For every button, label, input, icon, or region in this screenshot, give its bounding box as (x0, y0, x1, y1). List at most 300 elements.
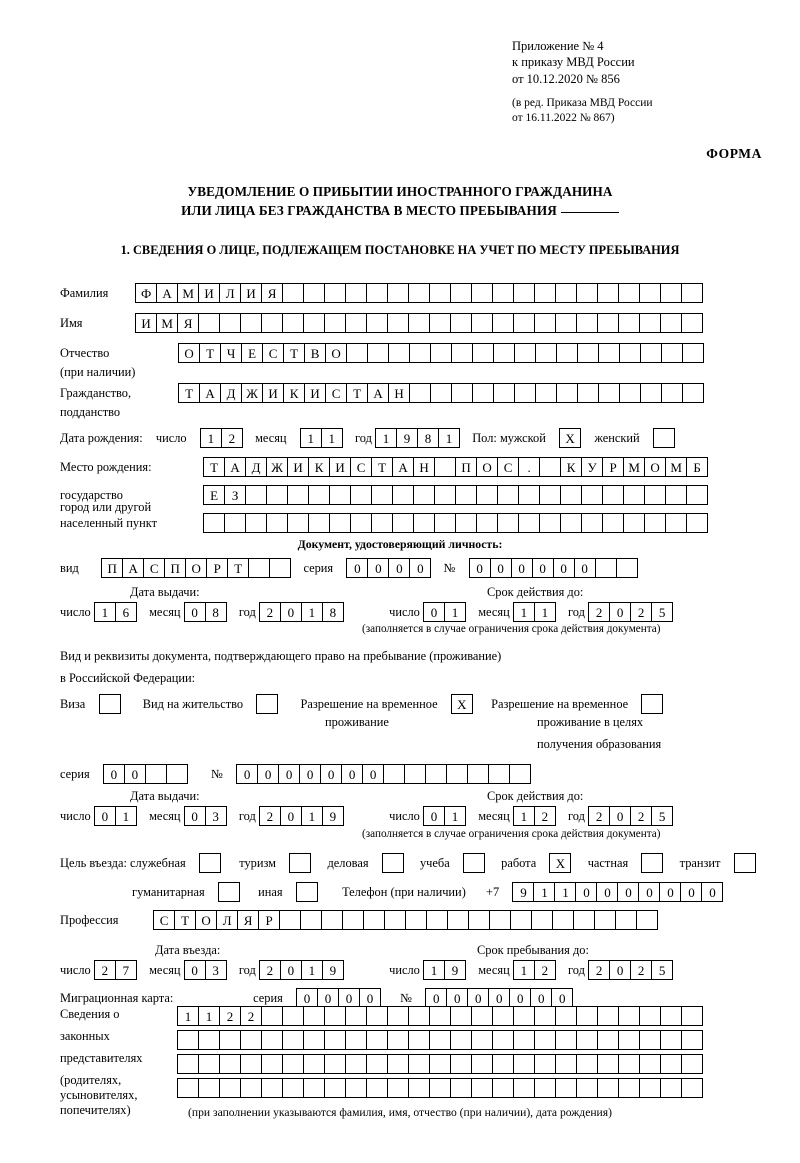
birth-settlement-cell[interactable] (350, 513, 372, 533)
surname-cell[interactable]: М (177, 283, 199, 303)
profession-cell[interactable] (363, 910, 385, 930)
birth-settlement-cell[interactable] (413, 513, 435, 533)
patronymic-cell[interactable]: Ч (220, 343, 242, 363)
birth-state-cell[interactable] (266, 485, 288, 505)
legal-rep-cell[interactable] (576, 1078, 598, 1098)
birth-year-cell[interactable]: 9 (396, 428, 418, 448)
doc-series-cell[interactable]: 0 (388, 558, 410, 578)
profession-cell[interactable] (489, 910, 511, 930)
legal-rep-cell[interactable] (618, 1078, 640, 1098)
citizenship-cell[interactable]: Н (388, 383, 410, 403)
birth-day-cell[interactable]: 1 (200, 428, 222, 448)
surname-cell[interactable] (429, 283, 451, 303)
profession-cell[interactable] (300, 910, 322, 930)
stay-day-cell[interactable]: 9 (444, 960, 466, 980)
phone-cell[interactable]: 0 (680, 882, 702, 902)
legal-rep-cell[interactable] (303, 1054, 325, 1074)
entry-year-cell[interactable]: 2 (259, 960, 281, 980)
legal-rep-cell[interactable] (345, 1078, 367, 1098)
name-cell[interactable] (576, 313, 598, 333)
doc-valid-month-cell[interactable]: 1 (513, 602, 535, 622)
name-cell[interactable] (261, 313, 283, 333)
doc-valid-month-cells[interactable] (513, 602, 555, 622)
purpose-business-checkbox[interactable] (382, 853, 404, 873)
doc-series-cell[interactable]: 0 (367, 558, 389, 578)
legal-rep-cell[interactable] (576, 1006, 598, 1026)
birth-settlement-cell[interactable] (497, 513, 519, 533)
permit-issue-year-cell[interactable]: 1 (301, 806, 323, 826)
birth-settlement-cell[interactable] (455, 513, 477, 533)
entry-year-cells[interactable] (259, 960, 343, 980)
citizenship-cell[interactable] (640, 383, 662, 403)
birth-state-cell[interactable] (665, 485, 687, 505)
surname-cell[interactable] (282, 283, 304, 303)
doc-kind-cell[interactable]: П (101, 558, 123, 578)
doc-series-cells[interactable] (346, 558, 430, 578)
migration-series-cell[interactable]: 0 (296, 988, 318, 1008)
doc-valid-day-cells[interactable] (423, 602, 465, 622)
patronymic-cell[interactable] (640, 343, 662, 363)
birth-place-cell[interactable]: . (518, 457, 540, 477)
citizenship-cell[interactable] (409, 383, 431, 403)
birth-state-cell[interactable] (644, 485, 666, 505)
phone-cell[interactable]: 0 (596, 882, 618, 902)
doc-issue-month-cell[interactable]: 0 (184, 602, 206, 622)
legal-rep-cell[interactable] (408, 1078, 430, 1098)
legal-rep-cell[interactable] (639, 1030, 661, 1050)
phone-cell[interactable]: 0 (575, 882, 597, 902)
profession-cell[interactable]: Р (258, 910, 280, 930)
legal-rep-cell[interactable] (261, 1006, 283, 1026)
surname-cell[interactable]: И (240, 283, 262, 303)
legal-rep-cell[interactable] (534, 1030, 556, 1050)
birth-place-cell[interactable] (434, 457, 456, 477)
residence-permit-checkbox[interactable] (256, 694, 278, 714)
permit-valid-day-cells[interactable] (423, 806, 465, 826)
legal-rep-cell[interactable] (660, 1030, 682, 1050)
patronymic-cell[interactable] (409, 343, 431, 363)
profession-cell[interactable] (384, 910, 406, 930)
legal-rep-cell[interactable] (198, 1054, 220, 1074)
citizenship-cell[interactable] (451, 383, 473, 403)
profession-cell[interactable] (552, 910, 574, 930)
legal-rep-cell[interactable] (492, 1054, 514, 1074)
birth-month-cells[interactable] (300, 428, 342, 448)
legal-rep-cell[interactable] (555, 1054, 577, 1074)
name-cell[interactable] (240, 313, 262, 333)
name-cell[interactable]: Я (177, 313, 199, 333)
name-cell[interactable] (534, 313, 556, 333)
legal-rep-cell[interactable] (408, 1006, 430, 1026)
permit-number-cell[interactable] (488, 764, 510, 784)
birth-place-cell[interactable]: Р (602, 457, 624, 477)
permit-issue-month-cell[interactable]: 3 (205, 806, 227, 826)
legal-rep-cell[interactable] (324, 1078, 346, 1098)
legal-rep-cell[interactable] (177, 1078, 199, 1098)
doc-number-cell[interactable]: 0 (511, 558, 533, 578)
permit-number-cell[interactable]: 0 (278, 764, 300, 784)
profession-cell[interactable] (405, 910, 427, 930)
legal-rep-cell[interactable] (261, 1030, 283, 1050)
doc-issue-day-cell[interactable]: 6 (115, 602, 137, 622)
birth-place-cell[interactable]: Н (413, 457, 435, 477)
surname-cell[interactable] (408, 283, 430, 303)
birth-state-cell[interactable] (497, 485, 519, 505)
migration-number-cell[interactable]: 0 (467, 988, 489, 1008)
birth-settlement-cell[interactable] (287, 513, 309, 533)
permit-series-cell[interactable] (166, 764, 188, 784)
surname-cell[interactable] (324, 283, 346, 303)
visa-checkbox[interactable] (99, 694, 121, 714)
legal-rep-cell[interactable] (471, 1030, 493, 1050)
legal-rep-cell[interactable] (177, 1030, 199, 1050)
permit-valid-month-cells[interactable] (513, 806, 555, 826)
permit-series-cell[interactable] (145, 764, 167, 784)
surname-cell[interactable] (597, 283, 619, 303)
profession-cell[interactable] (468, 910, 490, 930)
surname-cell[interactable] (471, 283, 493, 303)
legal-rep-cell[interactable] (597, 1030, 619, 1050)
legal-rep-cell[interactable] (681, 1030, 703, 1050)
permit-number-cells[interactable] (236, 764, 530, 784)
legal-rep-cell[interactable] (471, 1078, 493, 1098)
migration-series-cells[interactable] (296, 988, 380, 1008)
legal-rep-cell[interactable] (429, 1030, 451, 1050)
legal-rep-cell[interactable] (282, 1078, 304, 1098)
permit-valid-year-cell[interactable]: 2 (630, 806, 652, 826)
patronymic-cell[interactable]: Е (241, 343, 263, 363)
surname-cell[interactable] (366, 283, 388, 303)
migration-number-cell[interactable]: 0 (446, 988, 468, 1008)
birth-month-cell[interactable]: 1 (300, 428, 322, 448)
legal-rep-cells-row1[interactable] (177, 1006, 702, 1026)
purpose-private-checkbox[interactable] (641, 853, 663, 873)
birth-year-cell[interactable]: 1 (375, 428, 397, 448)
doc-kind-cell[interactable]: А (122, 558, 144, 578)
legal-rep-cell[interactable] (450, 1030, 472, 1050)
legal-rep-cell[interactable] (177, 1054, 199, 1074)
permit-issue-year-cell[interactable]: 0 (280, 806, 302, 826)
permit-series-cell[interactable]: 0 (103, 764, 125, 784)
legal-rep-cell[interactable] (450, 1006, 472, 1026)
doc-issue-month-cells[interactable] (184, 602, 226, 622)
birth-settlement-cell[interactable] (476, 513, 498, 533)
legal-rep-cell[interactable] (366, 1030, 388, 1050)
profession-cell[interactable] (531, 910, 553, 930)
birth-year-cell[interactable]: 8 (417, 428, 439, 448)
patronymic-cell[interactable]: В (304, 343, 326, 363)
doc-issue-year-cell[interactable]: 1 (301, 602, 323, 622)
doc-issue-year-cell[interactable]: 2 (259, 602, 281, 622)
permit-valid-month-cell[interactable]: 1 (513, 806, 535, 826)
permit-number-cell[interactable] (383, 764, 405, 784)
legal-rep-cell[interactable] (219, 1030, 241, 1050)
legal-rep-cell[interactable] (492, 1078, 514, 1098)
legal-rep-cell[interactable] (429, 1078, 451, 1098)
legal-rep-cell[interactable] (555, 1078, 577, 1098)
surname-cell[interactable] (513, 283, 535, 303)
birth-year-cell[interactable]: 1 (438, 428, 460, 448)
birth-place-cell[interactable]: Т (371, 457, 393, 477)
permit-number-cell[interactable]: 0 (320, 764, 342, 784)
permit-valid-year-cell[interactable]: 5 (651, 806, 673, 826)
legal-rep-cell[interactable] (555, 1030, 577, 1050)
phone-cell[interactable]: 0 (638, 882, 660, 902)
permit-valid-year-cell[interactable]: 2 (588, 806, 610, 826)
legal-rep-cell[interactable] (471, 1054, 493, 1074)
birth-settlement-cell[interactable] (581, 513, 603, 533)
patronymic-cell[interactable] (535, 343, 557, 363)
permit-valid-month-cell[interactable]: 2 (534, 806, 556, 826)
birth-state-cell[interactable] (476, 485, 498, 505)
birth-state-cell[interactable] (371, 485, 393, 505)
surname-cell[interactable] (534, 283, 556, 303)
name-cell[interactable]: И (135, 313, 157, 333)
name-cell[interactable] (387, 313, 409, 333)
legal-rep-cell[interactable] (429, 1006, 451, 1026)
migration-number-cell[interactable]: 0 (530, 988, 552, 1008)
citizenship-cell[interactable] (682, 383, 704, 403)
permit-issue-day-cell[interactable]: 1 (115, 806, 137, 826)
migration-number-cells[interactable] (425, 988, 572, 1008)
legal-rep-cell[interactable] (492, 1006, 514, 1026)
legal-rep-cell[interactable] (345, 1006, 367, 1026)
birth-place-cell[interactable]: О (476, 457, 498, 477)
name-cell[interactable] (366, 313, 388, 333)
doc-series-cell[interactable]: 0 (409, 558, 431, 578)
doc-kind-cells[interactable] (101, 558, 290, 578)
name-cell[interactable] (198, 313, 220, 333)
permit-issue-year-cell[interactable]: 2 (259, 806, 281, 826)
birth-day-cells[interactable] (200, 428, 242, 448)
phone-cell[interactable]: 9 (512, 882, 534, 902)
legal-rep-cell[interactable] (534, 1006, 556, 1026)
doc-series-cell[interactable]: 0 (346, 558, 368, 578)
permit-number-cell[interactable] (467, 764, 489, 784)
citizenship-cell[interactable] (514, 383, 536, 403)
doc-number-cells[interactable] (469, 558, 637, 578)
surname-cell[interactable]: А (156, 283, 178, 303)
profession-cell[interactable] (510, 910, 532, 930)
legal-rep-cell[interactable] (660, 1054, 682, 1074)
permit-issue-day-cell[interactable]: 0 (94, 806, 116, 826)
birth-settlement-cell[interactable] (518, 513, 540, 533)
citizenship-cell[interactable]: С (325, 383, 347, 403)
permit-issue-year-cell[interactable]: 9 (322, 806, 344, 826)
birth-day-cell[interactable]: 2 (221, 428, 243, 448)
legal-rep-cell[interactable]: 1 (198, 1006, 220, 1026)
birth-month-cell[interactable]: 1 (321, 428, 343, 448)
birth-place-cell[interactable]: Ж (266, 457, 288, 477)
entry-month-cell[interactable]: 3 (205, 960, 227, 980)
legal-rep-cell[interactable] (660, 1006, 682, 1026)
legal-rep-cell[interactable] (387, 1078, 409, 1098)
name-cell[interactable] (555, 313, 577, 333)
legal-rep-cells-row2[interactable] (177, 1030, 702, 1050)
legal-rep-cell[interactable] (261, 1078, 283, 1098)
patronymic-cells[interactable] (178, 343, 703, 363)
patronymic-cell[interactable] (682, 343, 704, 363)
doc-number-cell[interactable]: 0 (469, 558, 491, 578)
doc-kind-cell[interactable]: П (164, 558, 186, 578)
permit-valid-day-cell[interactable]: 0 (423, 806, 445, 826)
birth-settlement-cell[interactable] (308, 513, 330, 533)
name-cell[interactable] (513, 313, 535, 333)
name-cell[interactable] (618, 313, 640, 333)
citizenship-cell[interactable] (598, 383, 620, 403)
legal-rep-cell[interactable] (408, 1030, 430, 1050)
legal-rep-cell[interactable] (471, 1006, 493, 1026)
entry-year-cell[interactable]: 1 (301, 960, 323, 980)
legal-rep-cell[interactable]: 2 (219, 1006, 241, 1026)
doc-issue-day-cells[interactable] (94, 602, 136, 622)
legal-rep-cell[interactable] (660, 1078, 682, 1098)
doc-valid-day-cell[interactable]: 0 (423, 602, 445, 622)
temp-residence-checkbox[interactable]: X (451, 694, 473, 714)
birth-state-cell[interactable] (560, 485, 582, 505)
birth-place-cell[interactable]: К (560, 457, 582, 477)
legal-rep-cell[interactable] (618, 1054, 640, 1074)
birth-settlement-cell[interactable] (539, 513, 561, 533)
entry-month-cells[interactable] (184, 960, 226, 980)
legal-rep-cell[interactable] (219, 1054, 241, 1074)
birth-place-cell[interactable]: М (623, 457, 645, 477)
doc-issue-day-cell[interactable]: 1 (94, 602, 116, 622)
birth-place-cell[interactable]: У (581, 457, 603, 477)
birth-place-cell[interactable]: С (350, 457, 372, 477)
birth-place-cell[interactable]: Б (686, 457, 708, 477)
patronymic-cell[interactable] (451, 343, 473, 363)
birth-settlement-cell[interactable] (623, 513, 645, 533)
surname-cell[interactable] (660, 283, 682, 303)
legal-rep-cell[interactable] (387, 1054, 409, 1074)
legal-rep-cell[interactable] (597, 1006, 619, 1026)
birth-place-cell[interactable]: А (392, 457, 414, 477)
name-cell[interactable] (492, 313, 514, 333)
entry-month-cell[interactable]: 0 (184, 960, 206, 980)
surname-cell[interactable] (303, 283, 325, 303)
citizenship-cell[interactable]: А (199, 383, 221, 403)
legal-rep-cell[interactable] (576, 1054, 598, 1074)
name-cell[interactable] (345, 313, 367, 333)
patronymic-cell[interactable] (577, 343, 599, 363)
birth-settlement-cells[interactable] (203, 513, 707, 533)
legal-rep-cell[interactable] (345, 1030, 367, 1050)
birth-place-cell[interactable] (539, 457, 561, 477)
stay-year-cell[interactable]: 2 (630, 960, 652, 980)
doc-number-cell[interactable]: 0 (532, 558, 554, 578)
legal-rep-cell[interactable]: 1 (177, 1006, 199, 1026)
birth-state-cell[interactable] (602, 485, 624, 505)
profession-cell[interactable]: С (153, 910, 175, 930)
stay-year-cell[interactable]: 0 (609, 960, 631, 980)
legal-rep-cell[interactable] (513, 1078, 535, 1098)
patronymic-cell[interactable]: С (262, 343, 284, 363)
doc-number-cell[interactable] (595, 558, 617, 578)
birth-settlement-cell[interactable] (329, 513, 351, 533)
profession-cell[interactable] (321, 910, 343, 930)
patronymic-cell[interactable] (472, 343, 494, 363)
legal-rep-cell[interactable] (408, 1054, 430, 1074)
legal-rep-cell[interactable] (639, 1054, 661, 1074)
birth-state-cell[interactable]: З (224, 485, 246, 505)
birth-state-cell[interactable] (518, 485, 540, 505)
legal-rep-cell[interactable] (597, 1054, 619, 1074)
name-cell[interactable] (219, 313, 241, 333)
edu-residence-checkbox[interactable] (641, 694, 663, 714)
legal-rep-cell[interactable] (450, 1078, 472, 1098)
name-cell[interactable] (408, 313, 430, 333)
legal-rep-cells-row4[interactable] (177, 1078, 702, 1098)
birth-place-cell[interactable]: И (329, 457, 351, 477)
legal-rep-cell[interactable] (366, 1054, 388, 1074)
legal-rep-cell[interactable] (366, 1006, 388, 1026)
profession-cell[interactable]: Я (237, 910, 259, 930)
birth-state-cell[interactable] (245, 485, 267, 505)
birth-place-cells[interactable] (203, 457, 707, 477)
birth-state-cell[interactable] (623, 485, 645, 505)
birth-settlement-cell[interactable] (644, 513, 666, 533)
name-cell[interactable] (660, 313, 682, 333)
citizenship-cell[interactable]: Т (178, 383, 200, 403)
patronymic-cell[interactable] (619, 343, 641, 363)
migration-number-cell[interactable]: 0 (551, 988, 573, 1008)
birth-state-cell[interactable] (413, 485, 435, 505)
name-cell[interactable] (639, 313, 661, 333)
birth-settlement-cell[interactable] (203, 513, 225, 533)
birth-settlement-cell[interactable] (434, 513, 456, 533)
permit-number-cell[interactable]: 0 (341, 764, 363, 784)
legal-rep-cell[interactable] (597, 1078, 619, 1098)
profession-cell[interactable] (615, 910, 637, 930)
legal-rep-cell[interactable] (513, 1054, 535, 1074)
doc-valid-year-cell[interactable]: 0 (609, 602, 631, 622)
permit-number-cell[interactable]: 0 (362, 764, 384, 784)
birth-place-cell[interactable]: С (497, 457, 519, 477)
patronymic-cell[interactable] (556, 343, 578, 363)
name-cell[interactable] (303, 313, 325, 333)
migration-number-cell[interactable]: 0 (425, 988, 447, 1008)
surname-cell[interactable]: И (198, 283, 220, 303)
legal-rep-cell[interactable] (492, 1030, 514, 1050)
birth-place-cell[interactable]: Т (203, 457, 225, 477)
birth-settlement-cell[interactable] (224, 513, 246, 533)
birth-settlement-cell[interactable] (686, 513, 708, 533)
birth-state-cell[interactable] (329, 485, 351, 505)
migration-series-cell[interactable]: 0 (359, 988, 381, 1008)
patronymic-cell[interactable] (388, 343, 410, 363)
birth-settlement-cell[interactable] (602, 513, 624, 533)
birth-settlement-cell[interactable] (245, 513, 267, 533)
doc-valid-year-cells[interactable] (588, 602, 672, 622)
patronymic-cell[interactable] (493, 343, 515, 363)
permit-valid-day-cell[interactable]: 1 (444, 806, 466, 826)
surname-cell[interactable] (492, 283, 514, 303)
legal-rep-cell[interactable] (324, 1006, 346, 1026)
permit-number-cell[interactable]: 0 (257, 764, 279, 784)
citizenship-cell[interactable]: Т (346, 383, 368, 403)
birth-state-cell[interactable] (539, 485, 561, 505)
permit-series-cells[interactable] (103, 764, 187, 784)
legal-rep-cell[interactable] (681, 1006, 703, 1026)
permit-issue-year-cells[interactable] (259, 806, 343, 826)
legal-rep-cell[interactable] (303, 1078, 325, 1098)
birth-place-cell[interactable]: М (665, 457, 687, 477)
migration-number-cell[interactable]: 0 (509, 988, 531, 1008)
legal-rep-cell[interactable] (324, 1030, 346, 1050)
legal-rep-cell[interactable] (240, 1078, 262, 1098)
surname-cell[interactable] (450, 283, 472, 303)
